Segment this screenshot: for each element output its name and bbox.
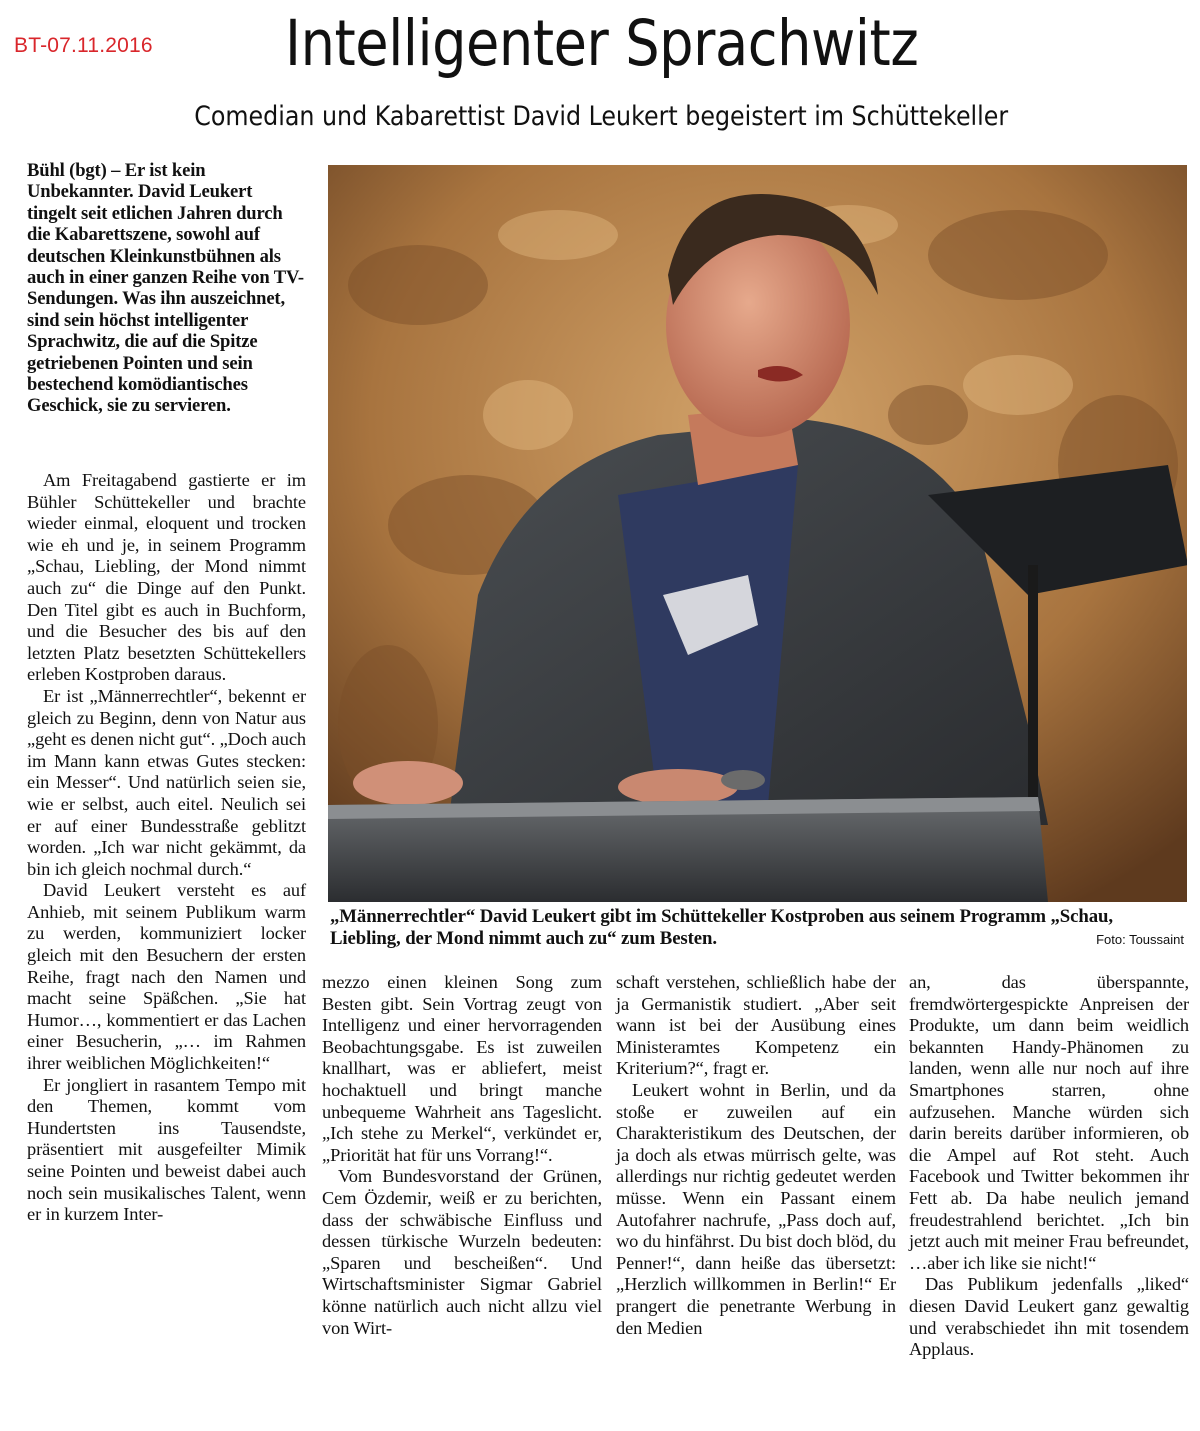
photo-performer-at-keyboard bbox=[328, 165, 1187, 902]
paragraph: Am Freitagabend gastierte er im Bühler Schüttekeller und brachte wieder einmal, eloquent und trocken wie eh und je, in seinem Programm „Schau, Liebling, der Mond nimmt auch zu“ die Dinge auf den Punkt. Den Titel gibt es auch in Buchform, und die Besucher des bis auf den letzten Platz besetzten Schüttekellers erleben Kostproben daraus. bbox=[27, 470, 306, 685]
paragraph: an, das überspannte, fremdwörtergespickte Anpreisen der Produkte, um dann beim weidlich bekannten Handy-Phänomen zu landen, wenn alle nur noch auf ihre Smartphones starren, ohne aufzusehen. Manche würden sich darin bereits darüber informieren, ob die Ampel auf Rot steht. Auch Facebook und Twitter bekommen ihr Fett ab. Da habe neulich jemand freudestrahlend berichtet. „Ich bin jetzt auch mit meiner Frau befreundet, …aber ich like sie nicht!“ bbox=[909, 972, 1189, 1273]
photo-credit: Foto: Toussaint bbox=[1096, 932, 1184, 947]
photo-caption: „Männerrechtler“ David Leukert gibt im Schüttekeller Kostproben aus seinem Programm „Schau, Liebling, der Mond nimmt auch zu“ zum Besten. bbox=[330, 906, 1113, 949]
article-column-3 bbox=[616, 972, 896, 1339]
paragraph: mezzo einen kleinen Song zum Besten gibt. Sein Vortrag zeugt von Intelligenz und einer hervorragenden Beobachtungsgabe. Es ist zuweilen knallhart, was er abliefert, meist hochaktuell und bringt manche unbequeme Wahrheit ans Tageslicht. „Ich stehe zu Merkel“, verkündet er, „Priorität hat für uns Vorrang!“. bbox=[322, 972, 602, 1165]
paragraph: Er ist „Männerrechtler“, bekennt er gleich zu Beginn, denn von Natur aus „geht es denen nicht gut“. „Doch auch im Mann kann etwas Gutes stecken: ein Messer“. Und natürlich seien sie, wie er selbst, auch eitel. Neulich sei er auf einer Bundesstraße geblitzt worden. „Ich war nicht gekämmt, da bin ich gleich nochmal durch.“ bbox=[27, 685, 306, 879]
paragraph: schaft verstehen, schließlich habe der ja Germanistik studiert. „Aber seit wann ist bei der Ausübung eines Ministeramtes Kompetenz ein Kriterium?“, fragt er. bbox=[616, 972, 896, 1079]
article-column-1 bbox=[27, 470, 306, 1226]
headline: Intelligenter Sprachwitz bbox=[285, 7, 919, 80]
article-column-2 bbox=[322, 972, 602, 1339]
paragraph: David Leukert versteht es auf Anhieb, mit seinem Publikum warm zu werden, kommuniziert locker gleich mit den Besuchern der ersten Reihe, fragt nach den Namen und macht seine Späßchen. „Sie hat Humor…, kommentiert er das Lachen einer Besucherin, „… im Rahmen ihrer weiblichen Möglichkeiten!“ bbox=[27, 880, 306, 1074]
article-column-4 bbox=[909, 972, 1189, 1361]
paragraph: Vom Bundesvorstand der Grünen, Cem Özdemir, weiß er zu berichten, dass der schwäbische Einfluss und dessen türkische Wurzeln bedeuten: „Sparen und bescheißen“. Und Wirtschaftsminister Sigmar Gabriel könne natürlich auch nicht allzu viel von Wirt- bbox=[322, 1166, 602, 1338]
paragraph: Leukert wohnt in Berlin, und da stoße er zuweilen auf ein Charakteristikum des Deutschen, der ja doch als etwas mürrisch gelte, was allerdings nur richtig gedeutet werden müsse. Wenn ein Passant einem Autofahrer nachrufe, „Pass doch auf, wo du hinfährst. Du bist doch blöd, du Penner!“, dann heiße das übersetzt: „Herzlich willkommen in Berlin!“ Er prangert die penetrante Werbung in den Medien bbox=[616, 1079, 896, 1338]
paragraph: Das Publikum jedenfalls „liked“ diesen David Leukert ganz gewaltig und verabschiedet ihn mit tosendem Applaus. bbox=[909, 1274, 1189, 1360]
paragraph: Er jongliert in rasantem Tempo mit den Themen, kommt vom Hundertsten ins Tausendste, präsentiert mit ausgefeilter Mimik seine Pointen und beweist dabei auch noch sein musikalisches Talent, wenn er in kurzem Inter- bbox=[27, 1074, 306, 1225]
lead-paragraph: Bühl (bgt) – Er ist kein Unbekannter. David Leukert tingelt seit etlichen Jahren durch die Kabarettszene, sowohl auf deutschen Kleinkunstbühnen als auch in einer ganzen Reihe von TV-Sendungen. Was ihn auszeichnet, sind sein höchst intelligenter Sprachwitz, die auf die Spitze getriebenen Pointen und sein bestechend komödiantisches Geschick, sie zu servieren. bbox=[27, 160, 304, 417]
archive-date-stamp: BT-07.11.2016 bbox=[14, 34, 153, 57]
article-photo bbox=[328, 165, 1187, 902]
subheadline: Comedian und Kabarettist David Leukert begeistert im Schüttekeller bbox=[194, 101, 1009, 132]
